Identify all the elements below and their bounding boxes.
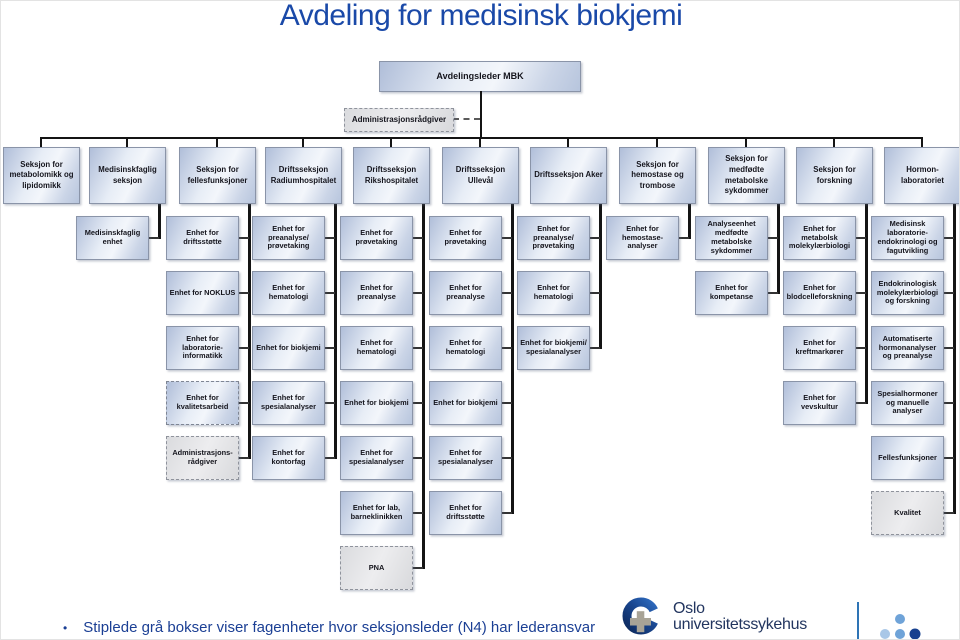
org-unit-box: Enhet for hematologi bbox=[517, 271, 590, 315]
unit-connector-line bbox=[589, 292, 600, 294]
org-unit-box: Enhet for preanalyse/ prøvetaking bbox=[252, 216, 325, 260]
section-vertical-line bbox=[865, 204, 868, 404]
org-section-box: Seksjon for metabolomikk og lipidomikk bbox=[3, 147, 80, 204]
org-unit-box: Enhet for biokjemi bbox=[252, 326, 325, 370]
org-unit-box: Fellesfunksjoner bbox=[871, 436, 944, 480]
org-unit-box: Enhet for prøvetaking bbox=[429, 216, 502, 260]
unit-connector-line bbox=[943, 237, 954, 239]
org-unit-box: Enhet for biokjemi bbox=[340, 381, 413, 425]
org-section-box: Driftsseksjon Ullevål bbox=[442, 147, 519, 204]
divider-line bbox=[857, 602, 859, 639]
unit-connector-line bbox=[855, 347, 866, 349]
unit-connector-line bbox=[501, 347, 512, 349]
org-box-staff-advisor: Administrasjonsrådgiver bbox=[344, 108, 454, 132]
org-section-box: Medisinskfaglig seksjon bbox=[89, 147, 166, 204]
org-unit-box: Enhet for blodcelleforskning bbox=[783, 271, 856, 315]
org-unit-box: Enhet for kontorfag bbox=[252, 436, 325, 480]
unit-connector-line bbox=[855, 292, 866, 294]
unit-connector-line bbox=[412, 567, 423, 569]
org-unit-box: Enhet for spesialanalyser bbox=[252, 381, 325, 425]
ous-logo-circle-cross-icon bbox=[619, 593, 665, 640]
unit-connector-line bbox=[324, 237, 335, 239]
org-unit-box: PNA bbox=[340, 546, 413, 590]
org-unit-box: Enhet for spesialanalyser bbox=[429, 436, 502, 480]
org-unit-box: Enhet for metabolsk molekylærbiologi bbox=[783, 216, 856, 260]
section-vertical-line bbox=[511, 204, 514, 514]
section-vertical-line bbox=[777, 204, 780, 294]
section-vertical-line bbox=[334, 204, 337, 459]
org-section-box: Seksjon for forskning bbox=[796, 147, 873, 204]
org-unit-box: Endokrinologisk molekylærbiologi og forskning bbox=[871, 271, 944, 315]
unit-connector-line bbox=[238, 347, 249, 349]
org-unit-box: Enhet for prøvetaking bbox=[340, 216, 413, 260]
ous-logo bbox=[619, 593, 807, 640]
unit-connector-line bbox=[501, 237, 512, 239]
unit-connector-line bbox=[324, 402, 335, 404]
unit-connector-line bbox=[767, 237, 778, 239]
unit-connector-line bbox=[412, 402, 423, 404]
org-unit-box: Enhet for hematologi bbox=[429, 326, 502, 370]
sections-connector-line bbox=[40, 137, 923, 139]
unit-connector-line bbox=[324, 292, 335, 294]
org-unit-box: Medisinskfaglig enhet bbox=[76, 216, 149, 260]
org-unit-box: Enhet for driftsstøtte bbox=[166, 216, 239, 260]
unit-connector-line bbox=[324, 457, 335, 459]
unit-connector-line bbox=[855, 237, 866, 239]
section-vertical-line bbox=[248, 204, 251, 459]
section-vertical-line bbox=[158, 204, 161, 239]
org-unit-box: Automatiserte hormonanalyser og preanalyse bbox=[871, 326, 944, 370]
section-vertical-line bbox=[599, 204, 602, 349]
unit-connector-line bbox=[324, 347, 335, 349]
org-unit-box: Enhet for preanalyse bbox=[429, 271, 502, 315]
org-unit-box: Spesialhormoner og manuelle analyser bbox=[871, 381, 944, 425]
org-section-box: Seksjon for fellesfunksjoner bbox=[179, 147, 256, 204]
unit-connector-line bbox=[943, 457, 954, 459]
unit-connector-line bbox=[412, 292, 423, 294]
ous-logo-text bbox=[673, 601, 807, 633]
org-unit-box: Enhet for lab, barneklinikken bbox=[340, 491, 413, 535]
section-vertical-line bbox=[422, 204, 425, 569]
org-unit-box: Enhet for kvalitetsarbeid bbox=[166, 381, 239, 425]
org-section-box: Seksjon for hemostase og trombose bbox=[619, 147, 696, 204]
unit-connector-line bbox=[148, 237, 159, 239]
org-unit-box: Administrasjons-rådgiver bbox=[166, 436, 239, 480]
unit-connector-line bbox=[412, 457, 423, 459]
org-unit-box: Enhet for biokjemi/ spesialanalyser bbox=[517, 326, 590, 370]
unit-connector-line bbox=[767, 292, 778, 294]
org-unit-box: Enhet for preanalyse bbox=[340, 271, 413, 315]
section-vertical-line bbox=[688, 204, 691, 239]
unit-connector-line bbox=[412, 512, 423, 514]
org-unit-box: Enhet for kompetanse bbox=[695, 271, 768, 315]
org-unit-box: Kvalitet bbox=[871, 491, 944, 535]
staff-connector-line bbox=[453, 118, 480, 120]
unit-connector-line bbox=[943, 402, 954, 404]
org-unit-box: Enhet for spesialanalyser bbox=[340, 436, 413, 480]
unit-connector-line bbox=[501, 512, 512, 514]
org-unit-box: Medisinsk laboratorie- endokrinologi og fagutvikling bbox=[871, 216, 944, 260]
org-unit-box: Enhet for hemostase- analyser bbox=[606, 216, 679, 260]
footer-text: Stiplede grå bokser viser fagenheter hvor seksjonsleder (N4) har lederansvar bbox=[83, 619, 596, 636]
org-unit-box: Enhet for biokjemi bbox=[429, 381, 502, 425]
unit-connector-line bbox=[238, 237, 249, 239]
ous-logo-line2: universitetssykehus bbox=[673, 616, 807, 633]
org-unit-box: Enhet for preanalyse/ prøvetaking bbox=[517, 216, 590, 260]
org-section-box: Driftsseksjon Radiumhospitalet bbox=[265, 147, 342, 204]
unit-connector-line bbox=[412, 347, 423, 349]
bullet-icon: • bbox=[63, 621, 68, 635]
org-box-root: Avdelingsleder MBK bbox=[379, 61, 581, 92]
unit-connector-line bbox=[589, 237, 600, 239]
unit-connector-line bbox=[238, 292, 249, 294]
unit-connector-line bbox=[238, 457, 249, 459]
org-unit-box: Enhet for hematologi bbox=[340, 326, 413, 370]
section-vertical-line bbox=[953, 204, 956, 514]
footer-note bbox=[63, 618, 595, 638]
org-unit-box: Enhet for kreftmarkører bbox=[783, 326, 856, 370]
org-unit-box: Enhet for driftsstøtte bbox=[429, 491, 502, 535]
unit-connector-line bbox=[855, 402, 866, 404]
org-chart bbox=[1, 1, 960, 640]
page-title: Avdeling for medisinsk biokjemi bbox=[279, 0, 683, 32]
org-section-box: Driftsseksjon Aker bbox=[530, 147, 607, 204]
org-unit-box: Analyseenhet medfødte metabolske sykdommer bbox=[695, 216, 768, 260]
unit-connector-line bbox=[501, 402, 512, 404]
root-connector-line bbox=[480, 91, 482, 138]
unit-connector-line bbox=[501, 292, 512, 294]
org-section-box: Driftsseksjon Rikshospitalet bbox=[353, 147, 430, 204]
unit-connector-line bbox=[943, 292, 954, 294]
org-section-box: Seksjon for medfødte metabolske sykdommer bbox=[708, 147, 785, 204]
unit-connector-line bbox=[943, 512, 954, 514]
unit-connector-line bbox=[943, 347, 954, 349]
org-unit-box: Enhet for NOKLUS bbox=[166, 271, 239, 315]
ous-logo-line1: Oslo bbox=[673, 600, 705, 617]
dots-icon bbox=[871, 597, 931, 640]
org-section-box: Hormon- laboratoriet bbox=[884, 147, 960, 204]
unit-connector-line bbox=[238, 402, 249, 404]
org-unit-box: Enhet for vevskultur bbox=[783, 381, 856, 425]
unit-connector-line bbox=[412, 237, 423, 239]
unit-connector-line bbox=[678, 237, 689, 239]
org-unit-box: Enhet for hematologi bbox=[252, 271, 325, 315]
unit-connector-line bbox=[501, 457, 512, 459]
org-unit-box: Enhet for laboratorie-informatikk bbox=[166, 326, 239, 370]
unit-connector-line bbox=[589, 347, 600, 349]
